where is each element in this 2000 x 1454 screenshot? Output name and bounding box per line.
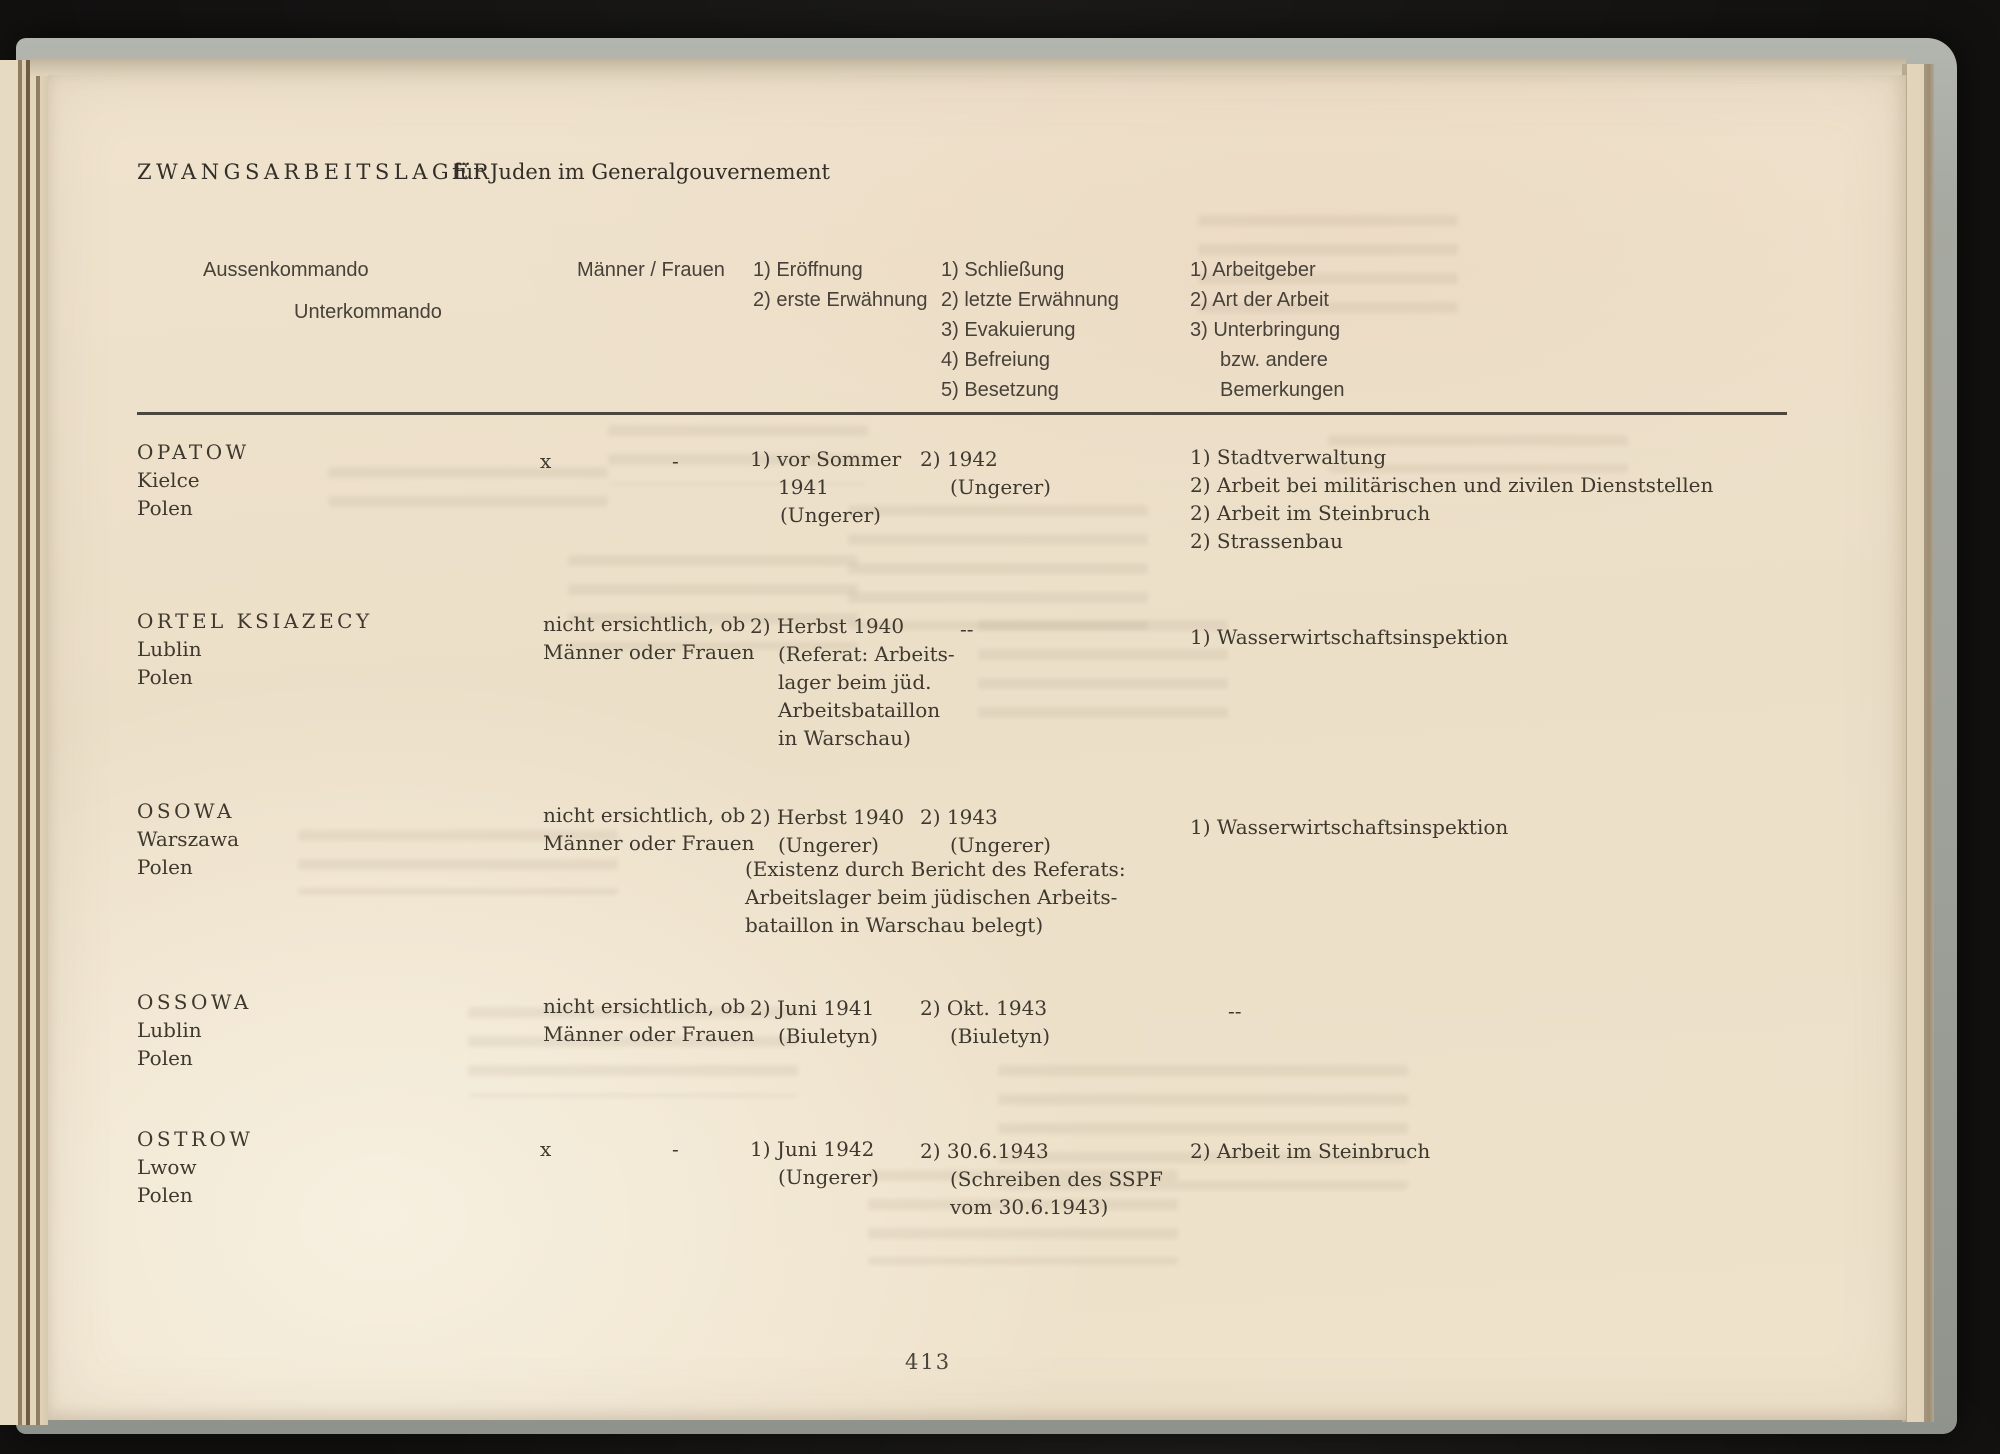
camp-country: Polen <box>137 1046 193 1070</box>
header-line: 3) Unterbringung <box>1190 319 1341 341</box>
camp-name: ORTEL KSIAZECY <box>137 609 373 633</box>
opening-line: 2) Herbst 1940 <box>750 614 905 638</box>
employer-line: 2) Arbeit bei militärischen und zivilen Dienststellen <box>1190 473 1714 497</box>
camp-name-block <box>137 1125 253 1209</box>
header-schliessung <box>941 255 1119 405</box>
closing-line: vom 30.6.1943) <box>950 1195 1109 1219</box>
camp-name-block <box>137 607 373 691</box>
opening-cell <box>750 1135 879 1191</box>
closing-line: (Ungerer) <box>950 833 1051 857</box>
header-line: 1) Schließung <box>941 259 1065 281</box>
camp-district: Warszawa <box>137 827 240 851</box>
closing-line: 2) 30.6.1943 <box>920 1139 1049 1163</box>
closing-cell <box>920 994 1050 1050</box>
page-block-edge-right <box>1902 64 1934 1422</box>
page-subtitle: für Juden im Generalgouvernement <box>452 160 830 184</box>
bleedthrough-artifact <box>328 467 608 507</box>
opening-line: (Referat: Arbeits- <box>778 642 955 666</box>
header-line: 5) Besetzung <box>941 379 1059 401</box>
mf-line: Männer oder Frauen <box>543 831 755 855</box>
mf-line: Männer oder Frauen <box>543 640 755 664</box>
page-number: 413 <box>905 1350 952 1374</box>
camp-name-block <box>137 797 239 881</box>
page-title: ZWANGSARBEITSLAGER <box>137 160 494 184</box>
header-divider <box>137 412 1787 415</box>
note-line: (Existenz durch Bericht des Referats: <box>745 857 1126 881</box>
header-line: 2) Art der Arbeit <box>1190 289 1329 311</box>
opening-line: 1941 <box>778 475 829 499</box>
closing-cell <box>920 1137 1163 1221</box>
employer-line: 2) Arbeit im Steinbruch <box>1190 1139 1431 1163</box>
employer-cell <box>1190 443 1713 555</box>
header-eroeffnung <box>753 255 928 315</box>
camp-name-block <box>137 438 250 522</box>
employer-line: 1) Wasserwirtschaftsinspektion <box>1190 815 1509 839</box>
camp-country: Polen <box>137 665 193 689</box>
note-line: Arbeitslager beim jüdischen Arbeits- <box>745 885 1118 909</box>
opening-line: Arbeitsbataillon <box>778 698 941 722</box>
closing-cell <box>960 615 974 643</box>
header-maenner-frauen: Männer / Frauen <box>577 259 725 281</box>
header-line: bzw. andere <box>1220 349 1328 371</box>
employer-cell <box>1228 997 1242 1025</box>
camp-country: Polen <box>137 855 193 879</box>
closing-cell <box>920 445 1051 501</box>
men-women-cell <box>543 801 754 857</box>
camp-district: Lublin <box>137 1018 202 1042</box>
women-mark: - <box>672 1137 679 1161</box>
camp-district: Lublin <box>137 637 202 661</box>
men-women-cell <box>543 610 754 666</box>
camp-name-block <box>137 988 252 1072</box>
existence-note <box>745 855 1126 939</box>
header-line: 1) Eröffnung <box>753 259 863 281</box>
camp-district: Lwow <box>137 1155 197 1179</box>
opening-line: 1) Juni 1942 <box>750 1137 875 1161</box>
opening-cell <box>750 612 955 752</box>
mf-line: Männer oder Frauen <box>543 1022 755 1046</box>
employer-line: 1) Stadtverwaltung <box>1190 445 1387 469</box>
camp-district: Kielce <box>137 468 200 492</box>
note-line: bataillon in Warschau belegt) <box>745 913 1044 937</box>
mf-line: nicht ersichtlich, ob <box>543 803 746 827</box>
mf-line: nicht ersichtlich, ob <box>543 612 746 636</box>
opening-cell <box>750 803 904 859</box>
camp-name: OSOWA <box>137 799 235 823</box>
opening-line: in Warschau) <box>778 726 911 750</box>
closing-line: (Ungerer) <box>950 475 1051 499</box>
camp-country: Polen <box>137 1183 193 1207</box>
header-unterkommando: Unterkommando <box>294 301 442 323</box>
header-line: 2) letzte Erwähnung <box>941 289 1119 311</box>
mf-line: nicht ersichtlich, ob <box>543 994 746 1018</box>
opening-line: (Ungerer) <box>780 503 881 527</box>
employer-line: 2) Arbeit im Steinbruch <box>1190 501 1431 525</box>
opening-cell <box>750 445 901 529</box>
employer-line: -- <box>1228 999 1242 1023</box>
camp-name: OSSOWA <box>137 990 252 1014</box>
opening-line: 2) Herbst 1940 <box>750 805 905 829</box>
employer-line: 1) Wasserwirtschaftsinspektion <box>1190 625 1509 649</box>
men-mark: x <box>540 449 552 473</box>
employer-line: 2) Strassenbau <box>1190 529 1343 553</box>
women-mark: - <box>672 449 679 473</box>
closing-line: (Biuletyn) <box>950 1024 1051 1048</box>
camp-name: OSTROW <box>137 1127 254 1151</box>
header-line: 4) Befreiung <box>941 349 1050 371</box>
opening-line: (Ungerer) <box>778 1165 879 1189</box>
header-line: 3) Evakuierung <box>941 319 1076 341</box>
closing-cell <box>920 803 1051 859</box>
opening-line: 2) Juni 1941 <box>750 996 875 1020</box>
page-block-edge-left <box>0 60 48 1425</box>
opening-cell <box>750 994 878 1050</box>
closing-line: (Schreiben des SSPF <box>950 1167 1163 1191</box>
opening-line: (Biuletyn) <box>778 1024 879 1048</box>
closing-line: 2) Okt. 1943 <box>920 996 1048 1020</box>
header-line: 2) erste Erwähnung <box>753 289 928 311</box>
employer-cell <box>1190 1137 1430 1165</box>
closing-line: -- <box>960 617 974 641</box>
page-block-edge-top <box>30 58 1906 76</box>
men-mark: x <box>540 1137 552 1161</box>
camp-country: Polen <box>137 496 193 520</box>
employer-cell <box>1190 813 1508 841</box>
opening-line: (Ungerer) <box>778 833 879 857</box>
opening-line: 1) vor Sommer <box>750 447 902 471</box>
header-arbeitgeber <box>1190 255 1345 405</box>
header-line: Bemerkungen <box>1220 379 1345 401</box>
opening-line: lager beim jüd. <box>778 670 932 694</box>
employer-cell <box>1190 623 1508 651</box>
header-aussenkommando: Aussenkommando <box>203 259 369 281</box>
men-women-cell <box>543 992 754 1048</box>
closing-line: 2) 1942 <box>920 447 998 471</box>
header-line: 1) Arbeitgeber <box>1190 259 1316 281</box>
book-page <box>48 75 1906 1420</box>
camp-name: OPATOW <box>137 440 250 464</box>
closing-line: 2) 1943 <box>920 805 998 829</box>
